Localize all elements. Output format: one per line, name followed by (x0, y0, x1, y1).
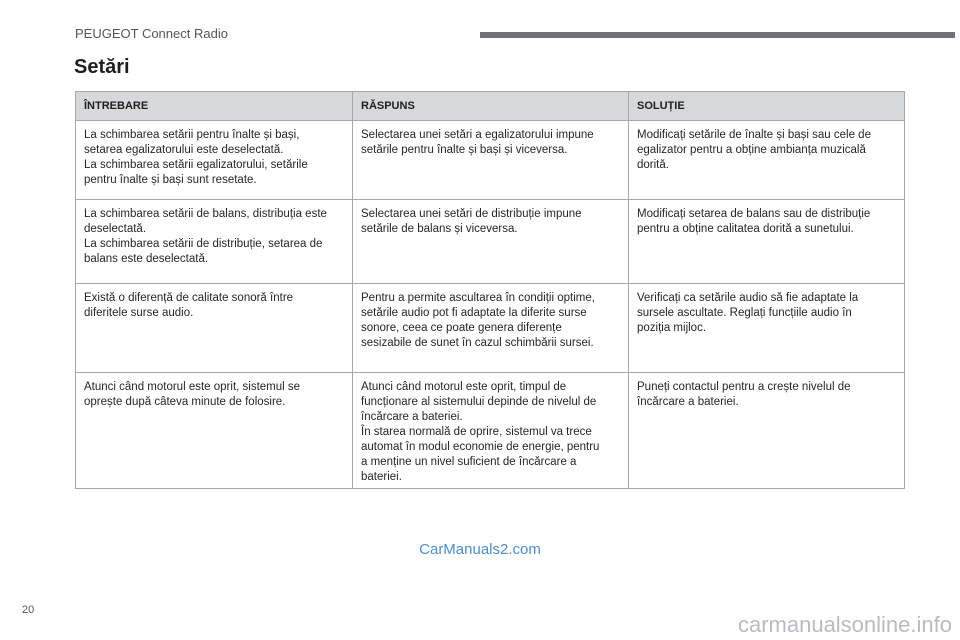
watermark-link[interactable]: CarManuals2.com (419, 541, 541, 558)
table-header-row (76, 92, 905, 121)
answer-text: Atunci când motorul este oprit, timpul de funcționare al sistemului depinde de nivelul de încărcare a bateriei. În starea normală de oprire, sistemul va trece automat în modul economie de energie, pentru a menține un nivel suficient de încărcare a bateriei. (361, 381, 600, 483)
column-header-answer: RĂSPUNS (353, 92, 629, 121)
question-text: Există o diferență de calitate sonoră între diferitele surse audio. (84, 292, 294, 319)
solution-text: Puneți contactul pentru a crește nivelul de încărcare a bateriei. (637, 381, 851, 408)
column-header-solution: SOLUȚIE (629, 92, 905, 121)
question-cell (76, 200, 353, 284)
answer-cell (353, 121, 629, 200)
question-cell (76, 373, 353, 489)
header-bar (480, 32, 955, 38)
solution-cell (629, 121, 905, 200)
answer-cell (353, 284, 629, 373)
answer-text: Pentru a permite ascultarea în condiții optime, setările audio pot fi adaptate la diferite surse sonore, ceea ce poate genera diferențe sesizabile de sunet în cazul schimbării sursei. (361, 292, 595, 349)
solution-text: Verificați ca setările audio să fie adaptate la sursele ascultate. Reglați funcțiile audio în poziția mijloc. (637, 292, 859, 334)
answer-cell (353, 373, 629, 489)
table-row (76, 121, 905, 200)
question-cell (76, 121, 353, 200)
answer-text: Selectarea unei setări de distribuție impune setările de balans și viceversa. (361, 208, 582, 235)
faq-table (75, 91, 905, 489)
answer-cell (353, 200, 629, 284)
column-header-question: ÎNTREBARE (76, 92, 353, 121)
question-text: Atunci când motorul este oprit, sistemul se oprește după câteva minute de folosire. (84, 381, 301, 408)
page-number: 20 (22, 604, 35, 616)
solution-text: Modificați setarea de balans sau de distribuție pentru a obține calitatea dorită a sunetului. (637, 208, 871, 235)
table-row (76, 284, 905, 373)
table-row (76, 373, 905, 489)
page-title: Setări (74, 56, 130, 78)
solution-cell (629, 373, 905, 489)
solution-cell (629, 200, 905, 284)
question-text: La schimbarea setării pentru înalte și bași, setarea egalizatorului este deselectată. La schimbarea setării egalizatorului, setările pentru înalte și bași sunt resetate. (84, 129, 308, 186)
question-text: La schimbarea setării de balans, distribuția este deselectată. La schimbarea setării de distribuție, setarea de balans este deselectată. (84, 208, 327, 265)
footer-site-watermark: carmanualsonline.info (737, 612, 952, 637)
answer-text: Selectarea unei setări a egalizatorului impune setările pentru înalte și bași și viceversa. (361, 129, 594, 156)
table-row (76, 200, 905, 284)
header-title: PEUGEOT Connect Radio (75, 26, 228, 41)
solution-text: Modificați setările de înalte și bași sau cele de egalizator pentru a obține ambianța muzicală dorită. (637, 129, 871, 171)
question-cell (76, 284, 353, 373)
solution-cell (629, 284, 905, 373)
